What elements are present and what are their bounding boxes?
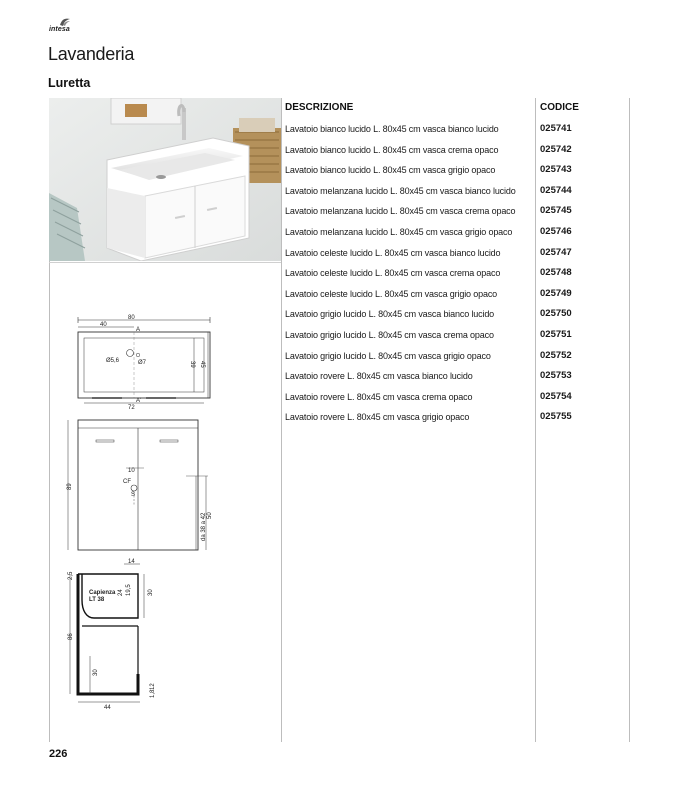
capacity-label: Capienza: [89, 590, 116, 596]
front-view-drawing: [60, 416, 220, 556]
dim-depth: 44: [104, 705, 111, 711]
row-description: Lavatoio rovere L. 80x45 cm vasca grigio opaco: [285, 412, 470, 423]
row-description: Lavatoio grigio lucido L. 80x45 cm vasca grigio opaco: [285, 350, 491, 361]
dim-half-width: 40: [100, 322, 107, 328]
dim-depth: 45: [199, 361, 205, 368]
dim-hole-right: Ø7: [138, 360, 147, 366]
row-description: Lavatoio bianco lucido L. 80x45 cm vasca crema opaco: [285, 144, 499, 155]
row-description: Lavatoio bianco lucido L. 80x45 cm vasca grigio opaco: [285, 165, 496, 176]
row-code: 025745: [540, 205, 572, 217]
row-description: Lavatoio melanzana lucido L. 80x45 cm vasca bianco lucido: [285, 185, 516, 196]
laundry-sink-photo: [49, 98, 281, 261]
dim-top-width: 14: [128, 559, 135, 565]
row-description: Lavatoio celeste lucido L. 80x45 cm vasca bianco lucido: [285, 247, 501, 258]
table-row: [285, 184, 630, 205]
dim-basin-depth: 24: [118, 589, 124, 596]
dim-width: 80: [128, 315, 135, 321]
dim-inner-depth: 39: [189, 361, 195, 368]
table-row: [285, 287, 630, 308]
dim-inner-width: 72: [128, 405, 135, 411]
table-row: [285, 390, 630, 411]
capacity-value: LT 38: [89, 597, 105, 603]
table-row: [285, 122, 630, 143]
row-description: Lavatoio celeste lucido L. 80x45 cm vasca crema opaco: [285, 268, 501, 279]
row-code: 025751: [540, 328, 572, 340]
photo-divider: [49, 262, 281, 263]
dim-height: 89: [67, 483, 73, 490]
cold-feed-label: CF: [123, 479, 131, 485]
row-description: Lavatoio grigio lucido L. 80x45 cm vasca crema opaco: [285, 329, 494, 340]
page-title: Lavanderia: [48, 44, 135, 64]
brand-name: intesa: [49, 26, 70, 33]
table-row: [285, 163, 630, 184]
table-row: [285, 307, 630, 328]
row-code: 025753: [540, 370, 572, 382]
dim-plinth: 30: [93, 669, 99, 676]
page-number: 226: [49, 748, 68, 760]
dim-basin-total: 30: [148, 589, 154, 596]
top-view-drawing: [62, 312, 222, 412]
table-row: [285, 204, 630, 225]
table-row: [285, 246, 630, 267]
table-row: [285, 349, 630, 370]
table-row: [285, 266, 630, 287]
table-row: [285, 369, 630, 390]
row-code: 025754: [540, 390, 572, 402]
side-section-drawing: [60, 556, 170, 716]
row-code: 025742: [540, 143, 572, 155]
row-description: Lavatoio rovere L. 80x45 cm vasca bianco lucido: [285, 371, 473, 382]
product-name: Luretta: [48, 76, 91, 90]
dim-drain-range: da 38 a 42: [201, 512, 207, 541]
column-header-code: CODICE: [540, 102, 579, 113]
row-code: 025755: [540, 411, 572, 423]
row-code: 025749: [540, 287, 572, 299]
section-a-label: A: [136, 327, 141, 333]
table-row: [285, 410, 630, 431]
row-description: Lavatoio melanzana lucido L. 80x45 cm vasca grigio opaco: [285, 226, 513, 237]
dim-hole-left: Ø5,6: [106, 358, 120, 364]
row-code: 025743: [540, 164, 572, 176]
dim-rim: 2,5: [68, 571, 74, 580]
row-description: Lavatoio rovere L. 80x45 cm vasca crema opaco: [285, 391, 473, 402]
row-description: Lavatoio celeste lucido L. 80x45 cm vasca grigio opaco: [285, 288, 498, 299]
dim-offset: 10: [128, 468, 135, 474]
row-description: Lavatoio melanzana lucido L. 80x45 cm vasca crema opaco: [285, 206, 516, 217]
column-rule-drawings: [281, 98, 282, 742]
table-row: [285, 143, 630, 164]
row-code: 025746: [540, 225, 572, 237]
dim-drain-height: 50: [207, 512, 213, 519]
column-header-description: DESCRIZIONE: [285, 102, 354, 113]
row-code: 025750: [540, 308, 572, 320]
row-code: 025748: [540, 267, 572, 279]
row-description: Lavatoio bianco lucido L. 80x45 cm vasca bianco lucido: [285, 124, 499, 134]
table-row: [285, 328, 630, 349]
brand-logo: [49, 17, 79, 37]
row-code: 025752: [540, 349, 572, 361]
drain-label: S: [131, 492, 136, 498]
row-code: 025741: [540, 123, 572, 134]
row-description: Lavatoio grigio lucido L. 80x45 cm vasca bianco lucido: [285, 309, 495, 320]
row-code: 025747: [540, 246, 572, 258]
dim-basin-inner: 19,5: [126, 584, 132, 596]
dim-foot-min: 1,8: [150, 689, 156, 698]
table-row: [285, 225, 630, 246]
row-code: 025744: [540, 184, 572, 196]
dim-foot: 12: [150, 683, 156, 690]
product-table: [285, 122, 630, 431]
section-a-prime-label: A': [136, 398, 142, 404]
dim-total-height: 86: [68, 633, 74, 640]
